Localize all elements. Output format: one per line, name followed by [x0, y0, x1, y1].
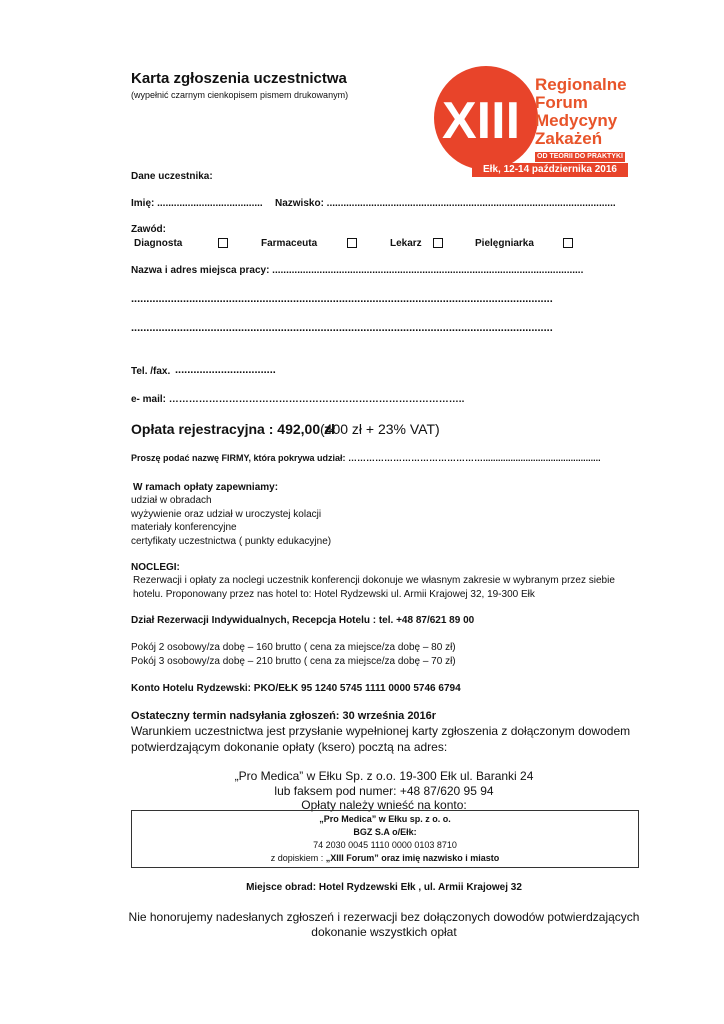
option-diagnosta-checkbox[interactable] [218, 238, 228, 248]
footer-note-2: dokonanie wszystkich opłat [311, 925, 457, 939]
bank-name: BGZ S.A o/Ełk: [353, 827, 417, 837]
deadline-text-1: Warunkiem uczestnictwa jest przysłanie wypełnionej karty zgłoszenia z dołączonym dowodem [131, 724, 631, 738]
option-diagnosta-label: Diagnosta [134, 238, 183, 249]
last-name-field[interactable]: Nazwisko: ........................................................................................................ [275, 198, 616, 209]
option-pielegniarka-checkbox[interactable] [563, 238, 573, 248]
logo-date: Ełk, 12-14 października 2016 [472, 163, 628, 177]
participant-section-label: Dane uczestnika: [131, 171, 213, 182]
page-title: Karta zgłoszenia uczestnictwa [131, 70, 347, 87]
option-farmaceuta-label: Farmaceuta [261, 238, 318, 249]
option-pielegniarka-label: Pielęgniarka [475, 238, 534, 249]
footer-note-1: Nie honorujemy nadesłanych zgłoszeń i rezerwacji bez dołączonych dowodów potwierdzających [128, 910, 640, 924]
included-title: W ramach opłaty zapewniamy: [133, 482, 279, 493]
account-intro: Opłaty należy wnieść na konto: [301, 798, 467, 812]
option-lekarz-label: Lekarz [390, 238, 422, 249]
page-subtitle: (wypełnić czarnym cienkopisem pismem drukowanym) [131, 90, 349, 100]
option-farmaceuta-checkbox[interactable] [347, 238, 357, 248]
lodging-text-2: hotelu. Proponowany przez nas hotel to: Hotel Rydzewski ul. Armii Krajowej 32, 19-300 Ełk [133, 589, 535, 600]
option-lekarz-checkbox[interactable] [433, 238, 443, 248]
company-field[interactable]: Proszę podać nazwę FIRMY, która pokrywa udział: ………………………………………............................................... [131, 453, 601, 463]
transfer-title [132, 852, 638, 865]
room-3-price: Pokój 3 osobowy/za dobę – 210 brutto ( cena za miejsce/za dobę – 70 zł) [131, 656, 456, 667]
workplace-line-2[interactable]: .......................................................................................................................................... [131, 293, 553, 305]
postal-address: „Pro Medica” w Ełku Sp. z o.o. 19-300 Ełk ul. Baranki 24 [234, 769, 534, 783]
reservation-contact: Dział Rezerwacji Indywidualnych, Recepcja Hotelu : tel. +48 87/621 89 00 [131, 615, 475, 626]
profession-label: Zawód: [131, 224, 166, 235]
logo-line-2: Forum [535, 93, 588, 112]
fee-detail: (400 zł + 23% VAT) [320, 421, 440, 437]
email-field[interactable]: e- mail: …………………………………………………………………………….. [131, 394, 465, 405]
tel-label: Tel. /fax. [131, 366, 171, 377]
tel-field[interactable]: ................................. [175, 364, 276, 376]
fax-number: lub faksem pod numer: +48 87/620 95 94 [274, 784, 494, 798]
included-item: wyżywienie oraz udział w uroczystej kolacji [131, 509, 322, 520]
lodging-text-1: Rezerwacji i opłaty za noclegi uczestnik konferencji dokonuje we własnym zakresie w wybranym przez siebie [133, 575, 615, 586]
deadline-title: Ostateczny termin nadsyłania zgłoszeń: 30 września 2016r [131, 710, 437, 722]
hotel-account: Konto Hotelu Rydzewski: PKO/EŁK 95 1240 5745 1111 0000 5746 6794 [131, 683, 461, 694]
logo-line-3: Medycyny [535, 111, 618, 130]
fee-label: Opłata rejestracyjna : 492,00 zł [131, 421, 335, 437]
logo-line-4: Zakażeń [535, 129, 603, 148]
logo-line-1: Regionalne [535, 75, 627, 94]
bank-account-number: 74 2030 0045 1110 0000 0103 8710 [313, 840, 457, 850]
room-2-price: Pokój 2 osobowy/za dobę – 160 brutto ( cena za miejsce/za dobę – 80 zł) [131, 642, 456, 653]
logo-numeral: XIII [442, 92, 521, 150]
lodging-title: NOCLEGI: [131, 562, 180, 573]
first-name-field[interactable]: Imię: ...................................... [131, 198, 263, 209]
included-item: certyfikaty uczestnictwa ( punkty edukacyjne) [131, 536, 332, 547]
forum-logo [422, 60, 644, 180]
bank-account-box [131, 810, 639, 868]
logo-tagline: OD TEORII DO PRAKTYKI [535, 152, 625, 162]
deadline-text-2: potwierdzającym dokonanie opłaty (ksero) pocztą na adres: [131, 740, 448, 754]
included-item: materiały konferencyjne [131, 522, 237, 533]
bank-recipient: „Pro Medica” w Ełku sp. z o. o. [319, 814, 451, 824]
workplace-field[interactable]: Nazwa i adres miejsca pracy: ................................................................................................................ [131, 265, 584, 276]
workplace-line-3[interactable]: .......................................................................................................................................... [131, 322, 553, 334]
included-item: udział w obradach [131, 495, 212, 506]
transfer-title-bold: „XIII Forum” oraz imię nazwisko i miasto [325, 853, 500, 863]
venue: Miejsce obrad: Hotel Rydzewski Ełk , ul. Armii Krajowej 32 [246, 882, 522, 893]
transfer-title-prefix: z dopiskiem : [270, 853, 326, 863]
